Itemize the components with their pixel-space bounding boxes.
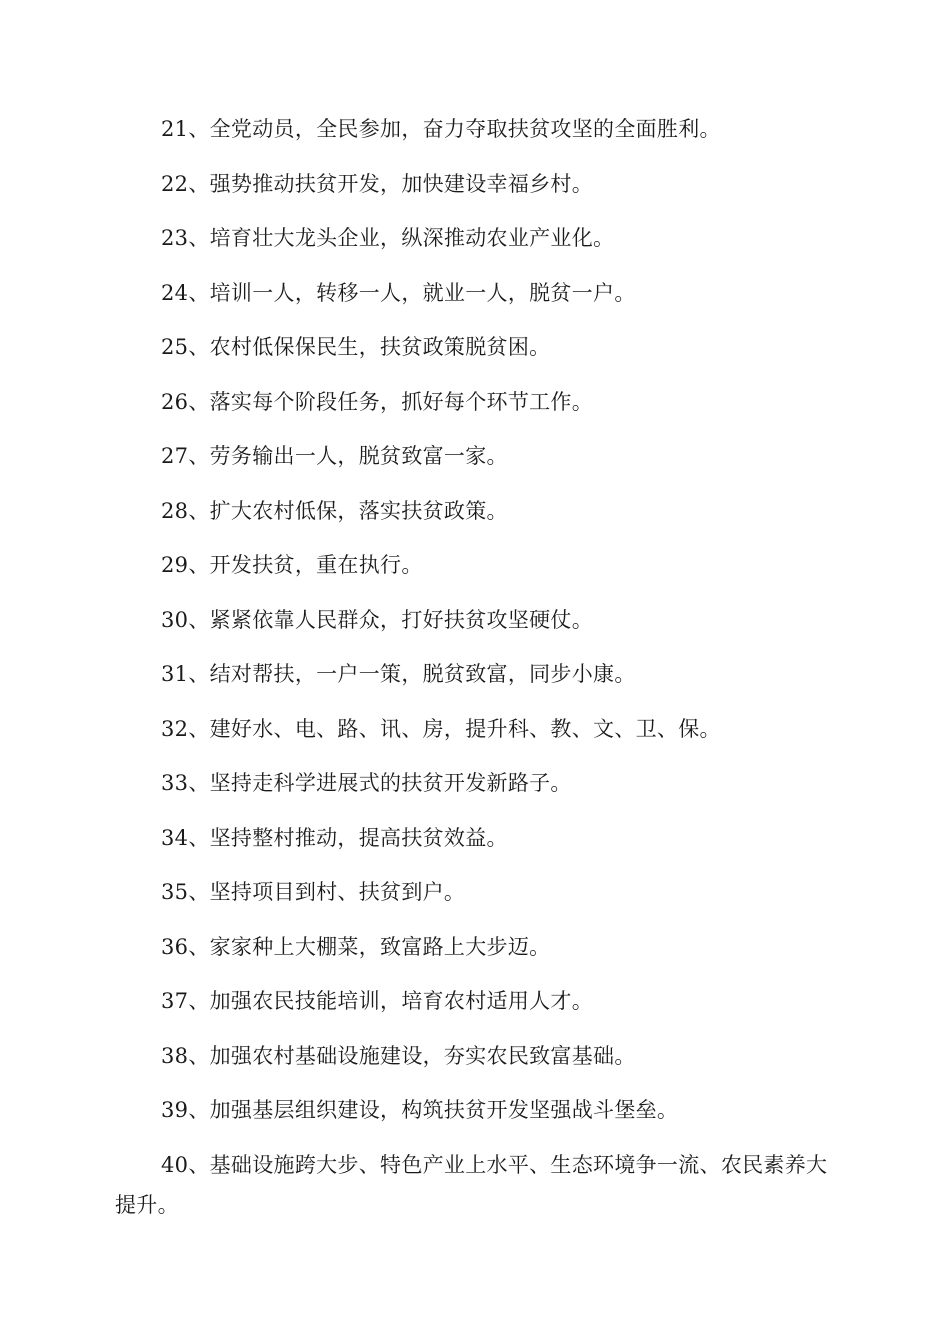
list-item: 31、结对帮扶，一户一策，脱贫致富，同步小康。 bbox=[161, 662, 636, 686]
list-item: 26、落实每个阶段任务，抓好每个环节工作。 bbox=[161, 389, 594, 414]
list-item: 32、建好水、电、路、讯、房，提升科、教、文、卫、保。 bbox=[161, 716, 721, 741]
list-item: 36、家家种上大棚菜，致富路上大步迈。 bbox=[161, 934, 551, 959]
list-item: 35、坚持项目到村、扶贫到户。 bbox=[161, 880, 466, 904]
list-item: 24、培训一人，转移一人，就业一人，脱贫一户。 bbox=[161, 280, 636, 305]
list-item: 39、加强基层组织建设，构筑扶贫开发坚强战斗堡垒。 bbox=[161, 1098, 679, 1122]
list-item: 28、扩大农村低保，落实扶贫政策。 bbox=[161, 498, 508, 523]
list-item: 23、培育壮大龙头企业，纵深推动农业产业化。 bbox=[161, 226, 615, 250]
list-item: 30、紧紧依靠人民群众，打好扶贫攻坚硬仗。 bbox=[161, 607, 594, 632]
list-item: 29、开发扶贫，重在执行。 bbox=[161, 553, 423, 577]
list-item: 22、强势推动扶贫开发，加快建设幸福乡村。 bbox=[161, 171, 594, 196]
list-item: 37、加强农民技能培训，培育农村适用人才。 bbox=[161, 989, 594, 1013]
slogan-list bbox=[115, 109, 837, 1239]
list-item: 40、基础设施跨大步、特色产业上水平、生态环境争一流、农民素养大提升。 bbox=[115, 1152, 828, 1217]
list-item: 34、坚持整村推动，提高扶贫效益。 bbox=[161, 825, 508, 850]
list-item: 33、坚持走科学进展式的扶贫开发新路子。 bbox=[161, 771, 572, 795]
list-item: 21、全党动员，全民参加，奋力夺取扶贫攻坚的全面胜利。 bbox=[161, 117, 721, 141]
list-item: 38、加强农村基础设施建设，夯实农民致富基础。 bbox=[161, 1043, 636, 1068]
list-item: 27、劳务输出一人，脱贫致富一家。 bbox=[161, 444, 508, 468]
list-item: 25、农村低保保民生，扶贫政策脱贫困。 bbox=[161, 335, 551, 359]
